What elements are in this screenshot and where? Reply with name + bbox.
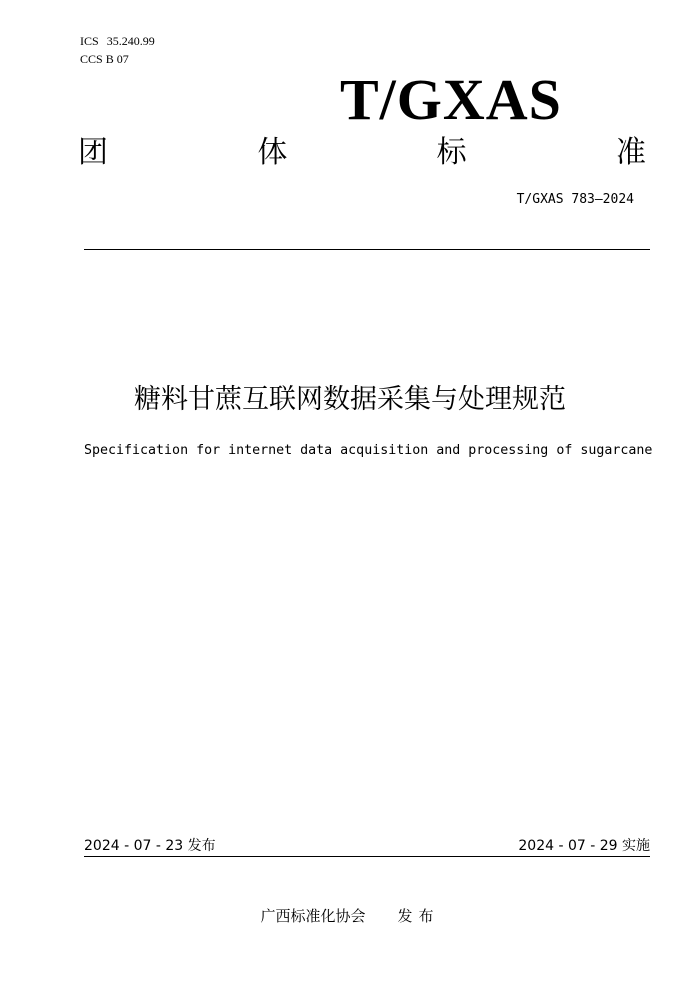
issuer-line [0,905,700,926]
issue-date: 2024 - 07 - 23 发布 [84,838,216,854]
ccs-label: CCS [80,52,103,66]
header-divider [84,249,650,250]
category-char: 体 [257,135,288,170]
ics-code: 35.240.99 [106,34,155,48]
ics-label: ICS [80,34,99,48]
document-title-english: Specification for internet data acquisition and processing of sugarcane [84,443,653,458]
category-char: 团 [78,135,108,170]
issuer-verb: 发布 [397,907,440,925]
category-char: 标 [436,135,467,170]
category-char: 准 [615,135,646,170]
implement-date: 2024 - 07 - 29 实施 [518,838,650,854]
footer-divider [84,856,650,857]
classification-codes [80,32,155,68]
document-title-chinese: 糖料甘蔗互联网数据采集与处理规范 [134,384,566,415]
standard-number: T/GXAS 783—2024 [516,192,634,207]
standard-logo: T/GXAS [340,67,562,132]
ccs-line [80,50,155,68]
standard-category [78,136,646,170]
ics-line [80,32,155,50]
issuer-organization: 广西标准化协会 [260,907,366,925]
ccs-code: B 07 [105,52,129,66]
